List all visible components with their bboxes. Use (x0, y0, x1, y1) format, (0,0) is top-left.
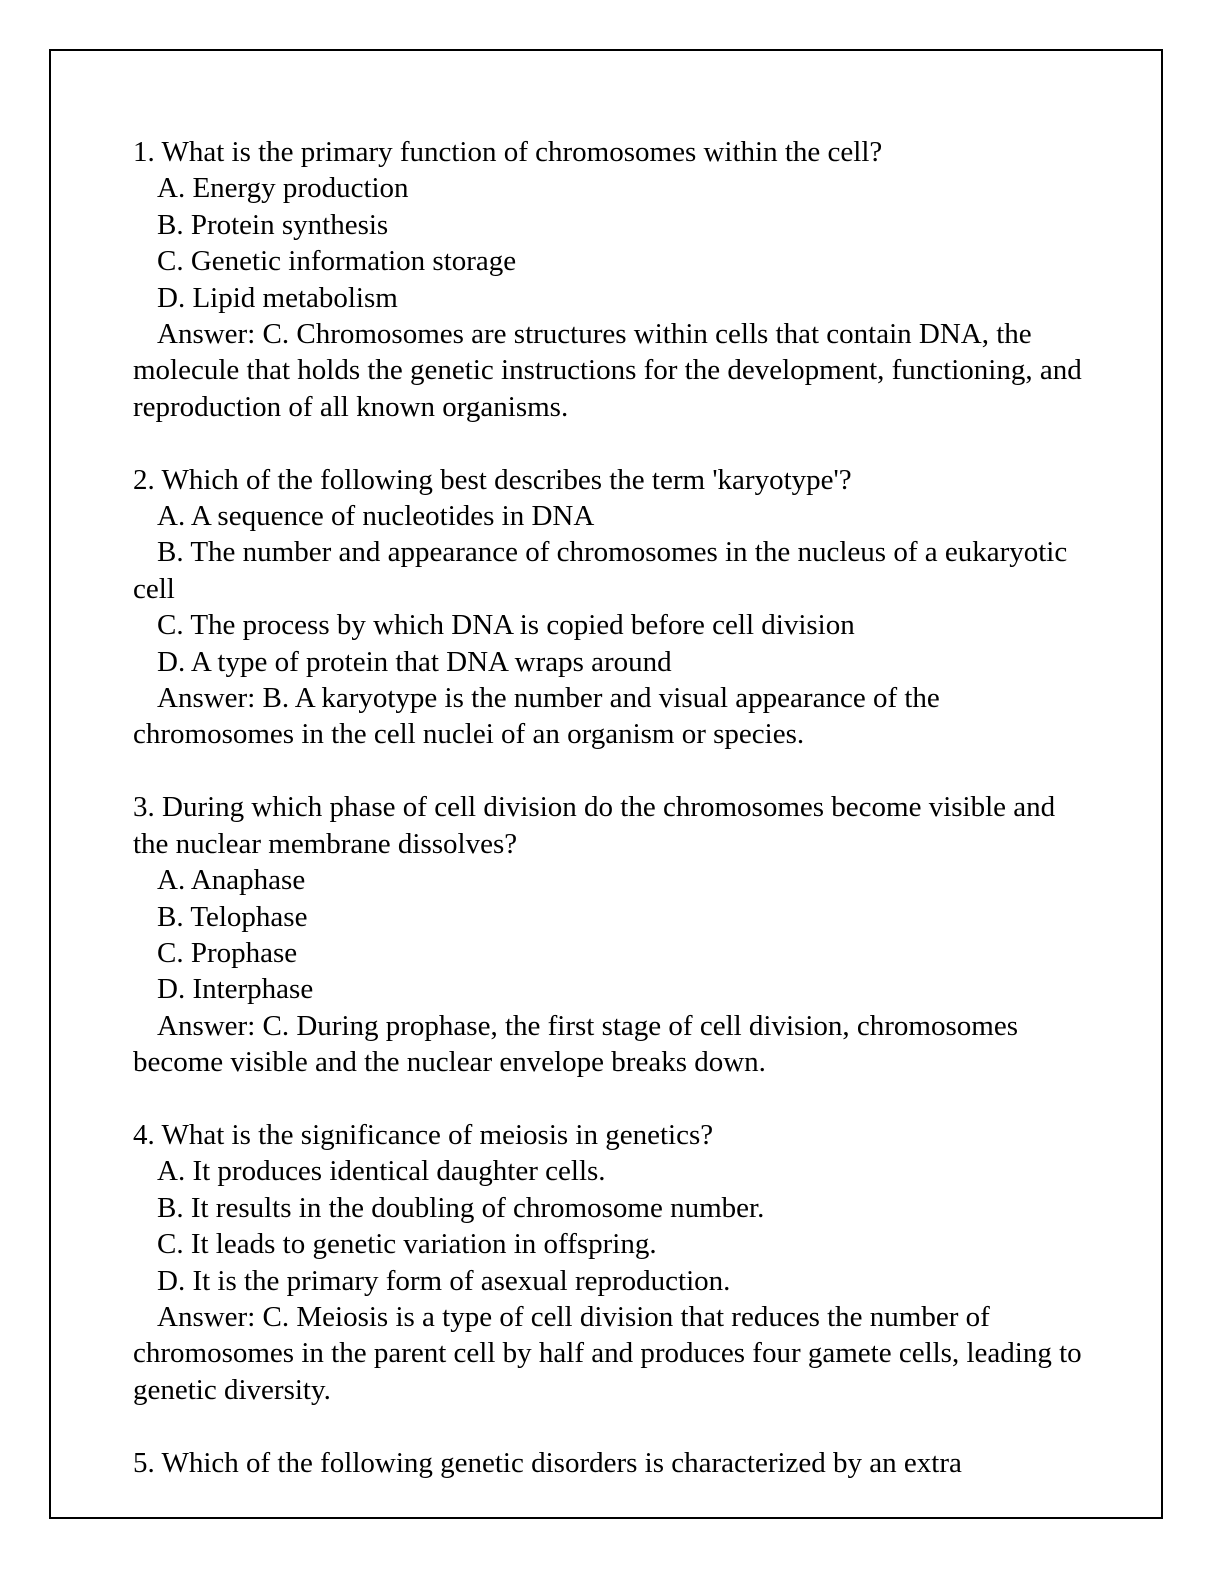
answer-explanation: Answer: C. Chromosomes are structures within cells that contain DNA, the molecule that holds the genetic instructions for the development, functioning, and reproduction of all known organisms. (133, 318, 1082, 423)
option-d: D. A type of protein that DNA wraps around (157, 645, 672, 678)
option-c: C. It leads to genetic variation in offspring. (157, 1228, 657, 1261)
option-c: C. Genetic information storage (157, 245, 517, 278)
option-a: A. Energy production (157, 172, 409, 205)
document-body (133, 134, 1093, 1481)
option-b: B. The number and appearance of chromosomes in the nucleus of a eukaryotic cell (133, 536, 1068, 605)
question-text: 3. During which phase of cell division do the chromosomes become visible and the nuclear membrane dissolves? (133, 791, 1056, 860)
question-4 (133, 1117, 1093, 1408)
answer-explanation: Answer: C. During prophase, the first stage of cell division, chromosomes become visible and the nuclear envelope breaks down. (133, 1009, 1018, 1079)
question-2 (133, 462, 1093, 753)
option-a: A. A sequence of nucleotides in DNA (157, 500, 595, 533)
option-a: A. It produces identical daughter cells. (157, 1155, 606, 1188)
question-text: 5. Which of the following genetic disorders is characterized by an extra (133, 1446, 962, 1479)
option-b: B. Protein synthesis (157, 208, 389, 241)
question-1 (133, 134, 1093, 425)
question-3 (133, 789, 1093, 1080)
question-5 (133, 1445, 1093, 1481)
option-a: A. Anaphase (157, 864, 306, 897)
option-c: C. Prophase (157, 936, 298, 969)
option-d: D. It is the primary form of asexual reproduction. (157, 1264, 731, 1297)
option-d: D. Interphase (157, 973, 314, 1006)
answer-explanation: Answer: C. Meiosis is a type of cell division that reduces the number of chromosomes in the parent cell by half and produces four gamete cells, leading to genetic diversity. (133, 1300, 1082, 1406)
option-b: B. Telophase (157, 900, 308, 933)
option-d: D. Lipid metabolism (157, 281, 398, 314)
question-text: 1. What is the primary function of chromosomes within the cell? (133, 136, 883, 168)
question-text: 4. What is the significance of meiosis in genetics? (133, 1118, 714, 1151)
question-text: 2. Which of the following best describes the term 'karyotype'? (133, 463, 852, 496)
option-b: B. It results in the doubling of chromosome number. (157, 1191, 765, 1224)
answer-explanation: Answer: B. A karyotype is the number and visual appearance of the chromosomes in the cell nuclei of an organism or species. (133, 682, 940, 751)
option-c: C. The process by which DNA is copied before cell division (157, 609, 855, 642)
